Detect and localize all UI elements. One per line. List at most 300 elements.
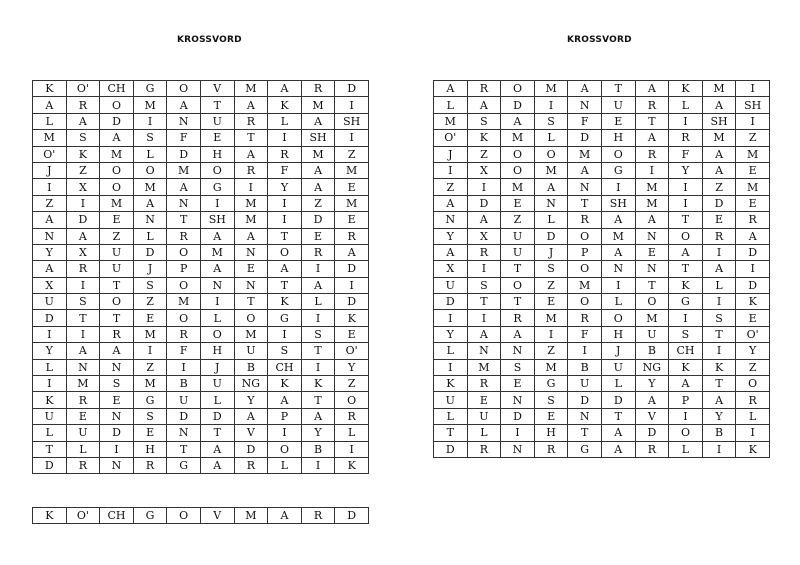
grid-cell: K [434, 376, 468, 392]
grid-cell: A [434, 81, 468, 97]
grid-cell: N [234, 277, 268, 293]
grid-cell: Z [301, 195, 335, 211]
grid-cell: D [434, 294, 468, 310]
grid-cell: O [200, 326, 234, 342]
left-grid-row [33, 228, 369, 244]
grid-cell: Z [534, 277, 568, 293]
grid-cell: R [66, 392, 100, 408]
grid-cell: L [66, 441, 100, 457]
grid-cell: S [467, 113, 501, 129]
grid-cell: D [167, 408, 201, 424]
grid-cell: U [568, 376, 602, 392]
grid-cell: I [100, 441, 134, 457]
grid-cell: D [100, 425, 134, 441]
right-grid-row [434, 228, 770, 244]
grid-cell: G [167, 457, 201, 473]
grid-cell: Z [467, 146, 501, 162]
grid-cell: M [335, 195, 369, 211]
grid-cell: E [702, 212, 736, 228]
left-grid-row [33, 408, 369, 424]
grid-cell: T [268, 277, 302, 293]
grid-cell: M [501, 179, 535, 195]
grid-cell: K [268, 294, 302, 310]
grid-cell: D [100, 113, 134, 129]
grid-cell: Z [133, 359, 167, 375]
grid-cell: O [501, 162, 535, 178]
grid-cell: D [736, 244, 770, 260]
grid-cell: O [669, 228, 703, 244]
grid-cell: I [335, 441, 369, 457]
grid-cell: I [301, 457, 335, 473]
grid-cell: V [635, 408, 669, 424]
grid-cell: K [669, 277, 703, 293]
grid-cell: Z [66, 162, 100, 178]
grid-cell: O [601, 146, 635, 162]
left-grid-row [33, 457, 369, 473]
grid-cell: H [200, 343, 234, 359]
grid-cell: M [200, 244, 234, 260]
grid-cell: M [234, 326, 268, 342]
grid-cell: O [167, 277, 201, 293]
grid-cell: O [200, 162, 234, 178]
grid-cell: E [534, 294, 568, 310]
left-grid-row [33, 326, 369, 342]
grid-cell: A [434, 195, 468, 211]
grid-cell: U [601, 359, 635, 375]
grid-cell: M [568, 277, 602, 293]
grid-cell: M [635, 179, 669, 195]
grid-cell: E [736, 162, 770, 178]
left-grid-row [33, 261, 369, 277]
grid-cell: M [467, 359, 501, 375]
grid-cell: I [33, 326, 67, 342]
grid-cell: SH [301, 130, 335, 146]
grid-cell: L [669, 97, 703, 113]
grid-cell: I [736, 113, 770, 129]
grid-cell: M [534, 310, 568, 326]
answer-strip-row [33, 508, 369, 524]
grid-cell: K [669, 81, 703, 97]
grid-cell: K [736, 441, 770, 457]
grid-cell: I [702, 294, 736, 310]
grid-cell: Y [335, 359, 369, 375]
grid-cell: Y [669, 162, 703, 178]
grid-cell: A [301, 408, 335, 424]
grid-cell: F [268, 162, 302, 178]
grid-cell: U [501, 244, 535, 260]
grid-cell: A [601, 212, 635, 228]
grid-cell: D [335, 81, 369, 97]
grid-cell: F [167, 343, 201, 359]
grid-cell: A [301, 179, 335, 195]
grid-cell: I [601, 179, 635, 195]
grid-cell: I [635, 162, 669, 178]
grid-cell: X [66, 244, 100, 260]
grid-cell: R [335, 408, 369, 424]
grid-cell: H [601, 326, 635, 342]
left-grid-row [33, 162, 369, 178]
grid-cell: SH [200, 212, 234, 228]
grid-cell: N [234, 244, 268, 260]
grid-cell: A [268, 261, 302, 277]
grid-cell: L [301, 294, 335, 310]
grid-cell: T [234, 294, 268, 310]
left-letter-grid [32, 80, 369, 474]
grid-cell: L [434, 343, 468, 359]
grid-cell: O [635, 294, 669, 310]
grid-cell: I [702, 441, 736, 457]
grid-cell: S [702, 310, 736, 326]
grid-cell: N [167, 195, 201, 211]
grid-cell: L [434, 408, 468, 424]
grid-cell: A [467, 97, 501, 113]
grid-cell: R [268, 146, 302, 162]
grid-cell: D [33, 310, 67, 326]
grid-cell: H [133, 441, 167, 457]
grid-cell: K [669, 359, 703, 375]
grid-cell: O [501, 277, 535, 293]
grid-cell: L [133, 228, 167, 244]
grid-cell: S [501, 359, 535, 375]
grid-cell: A [467, 326, 501, 342]
grid-cell: O [568, 261, 602, 277]
grid-cell: Z [33, 195, 67, 211]
grid-cell: A [434, 244, 468, 260]
left-grid-row [33, 392, 369, 408]
grid-cell: X [467, 228, 501, 244]
grid-cell: D [200, 408, 234, 424]
left-grid-row [33, 212, 369, 228]
grid-cell: L [200, 392, 234, 408]
answer-cell: O' [66, 508, 100, 524]
grid-cell: T [601, 408, 635, 424]
grid-cell: U [234, 343, 268, 359]
grid-cell: A [301, 162, 335, 178]
grid-cell: NG [635, 359, 669, 375]
grid-cell: I [268, 326, 302, 342]
grid-cell: A [568, 162, 602, 178]
grid-cell: A [167, 97, 201, 113]
grid-cell: R [635, 441, 669, 457]
grid-cell: D [568, 392, 602, 408]
left-grid-row [33, 130, 369, 146]
grid-cell: N [133, 212, 167, 228]
grid-cell: O [100, 294, 134, 310]
grid-cell: U [200, 113, 234, 129]
grid-cell: O [100, 97, 134, 113]
left-grid-row [33, 441, 369, 457]
grid-cell: K [268, 376, 302, 392]
grid-cell: T [702, 326, 736, 342]
grid-cell: M [100, 146, 134, 162]
grid-cell: A [167, 179, 201, 195]
answer-strip [32, 507, 369, 524]
grid-cell: T [200, 97, 234, 113]
right-grid-row [434, 81, 770, 97]
grid-cell: E [200, 130, 234, 146]
grid-cell: I [66, 277, 100, 293]
right-grid-row [434, 310, 770, 326]
grid-cell: K [301, 376, 335, 392]
answer-cell: O [167, 508, 201, 524]
grid-cell: G [268, 310, 302, 326]
grid-cell: N [66, 359, 100, 375]
grid-cell: S [100, 376, 134, 392]
left-grid-row [33, 81, 369, 97]
grid-cell: O [167, 244, 201, 260]
grid-cell: R [301, 244, 335, 260]
grid-cell: A [534, 179, 568, 195]
left-grid-row [33, 113, 369, 129]
grid-cell: Z [100, 228, 134, 244]
right-grid-row [434, 376, 770, 392]
grid-cell: U [635, 326, 669, 342]
grid-cell: R [467, 376, 501, 392]
grid-cell: D [335, 261, 369, 277]
grid-cell: E [100, 212, 134, 228]
grid-cell: I [335, 130, 369, 146]
grid-cell: B [167, 376, 201, 392]
grid-cell: I [268, 212, 302, 228]
grid-cell: A [100, 130, 134, 146]
grid-cell: N [200, 277, 234, 293]
grid-cell: L [268, 113, 302, 129]
grid-cell: M [234, 81, 268, 97]
grid-cell: I [467, 261, 501, 277]
grid-cell: L [702, 277, 736, 293]
grid-cell: A [66, 343, 100, 359]
grid-cell: E [335, 179, 369, 195]
grid-cell: R [534, 441, 568, 457]
grid-cell: J [601, 343, 635, 359]
grid-cell: Y [33, 244, 67, 260]
answer-cell: D [335, 508, 369, 524]
grid-cell: R [568, 212, 602, 228]
right-grid-row [434, 343, 770, 359]
grid-cell: A [501, 326, 535, 342]
grid-cell: A [635, 130, 669, 146]
grid-cell: M [635, 310, 669, 326]
grid-cell: O [501, 81, 535, 97]
left-grid-row [33, 195, 369, 211]
grid-cell: O [736, 376, 770, 392]
grid-cell: D [467, 195, 501, 211]
grid-cell: M [736, 146, 770, 162]
grid-cell: O [568, 228, 602, 244]
grid-cell: D [66, 212, 100, 228]
grid-cell: A [501, 113, 535, 129]
grid-cell: E [467, 392, 501, 408]
grid-cell: N [501, 441, 535, 457]
grid-cell: Z [335, 376, 369, 392]
grid-cell: I [702, 343, 736, 359]
left-grid-row [33, 294, 369, 310]
grid-cell: A [702, 392, 736, 408]
grid-cell: R [669, 130, 703, 146]
grid-cell: U [601, 97, 635, 113]
grid-cell: I [33, 376, 67, 392]
grid-cell: K [66, 146, 100, 162]
grid-cell: I [669, 310, 703, 326]
grid-cell: X [66, 179, 100, 195]
grid-cell: T [100, 277, 134, 293]
grid-cell: A [467, 212, 501, 228]
grid-cell: J [434, 146, 468, 162]
grid-cell: R [234, 162, 268, 178]
grid-cell: I [268, 130, 302, 146]
grid-cell: N [568, 179, 602, 195]
grid-cell: A [301, 113, 335, 129]
left-puzzle-title: KROSSVORD [177, 35, 242, 45]
grid-cell: I [736, 81, 770, 97]
grid-cell: R [467, 81, 501, 97]
grid-cell: Y [268, 179, 302, 195]
grid-cell: I [702, 244, 736, 260]
grid-cell: A [100, 343, 134, 359]
grid-cell: A [268, 392, 302, 408]
grid-cell: Y [736, 343, 770, 359]
grid-cell: J [133, 261, 167, 277]
grid-cell: I [534, 97, 568, 113]
grid-cell: T [635, 277, 669, 293]
grid-cell: M [66, 376, 100, 392]
left-grid-row [33, 97, 369, 113]
grid-cell: A [234, 408, 268, 424]
grid-cell: A [601, 441, 635, 457]
grid-cell: A [601, 425, 635, 441]
grid-cell: D [568, 130, 602, 146]
grid-cell: G [669, 294, 703, 310]
grid-cell: M [736, 179, 770, 195]
grid-cell: O [167, 310, 201, 326]
grid-cell: A [669, 244, 703, 260]
right-grid-row [434, 212, 770, 228]
grid-cell: G [534, 376, 568, 392]
right-grid-row [434, 162, 770, 178]
grid-cell: K [33, 81, 67, 97]
grid-cell: D [501, 408, 535, 424]
grid-cell: L [200, 310, 234, 326]
grid-cell: A [234, 97, 268, 113]
grid-cell: O [268, 244, 302, 260]
grid-cell: S [534, 113, 568, 129]
grid-cell: M [301, 146, 335, 162]
grid-cell: T [669, 212, 703, 228]
grid-cell: T [568, 425, 602, 441]
answer-cell: G [133, 508, 167, 524]
grid-cell: T [268, 228, 302, 244]
answer-cell: M [234, 508, 268, 524]
grid-cell: M [234, 195, 268, 211]
grid-cell: I [601, 277, 635, 293]
grid-cell: K [736, 294, 770, 310]
grid-cell: U [434, 392, 468, 408]
grid-cell: S [133, 277, 167, 293]
answer-cell: A [268, 508, 302, 524]
grid-cell: M [301, 97, 335, 113]
grid-cell: I [66, 195, 100, 211]
grid-cell: L [736, 408, 770, 424]
grid-cell: F [167, 130, 201, 146]
grid-cell: M [33, 130, 67, 146]
right-grid-row [434, 130, 770, 146]
grid-cell: O' [434, 130, 468, 146]
left-grid-row [33, 343, 369, 359]
grid-cell: O' [66, 81, 100, 97]
grid-cell: A [702, 97, 736, 113]
grid-cell: S [534, 392, 568, 408]
right-grid-row [434, 441, 770, 457]
grid-cell: T [301, 392, 335, 408]
right-grid-row [434, 97, 770, 113]
grid-cell: A [200, 228, 234, 244]
grid-cell: CH [100, 81, 134, 97]
grid-cell: N [100, 359, 134, 375]
grid-cell: N [33, 228, 67, 244]
grid-cell: O [669, 425, 703, 441]
answer-cell: CH [100, 508, 134, 524]
grid-cell: A [200, 441, 234, 457]
grid-cell: Y [33, 343, 67, 359]
grid-cell: I [133, 343, 167, 359]
grid-cell: N [568, 97, 602, 113]
answer-cell: K [33, 508, 67, 524]
grid-cell: M [534, 162, 568, 178]
grid-cell: A [33, 97, 67, 113]
right-grid-row [434, 326, 770, 342]
grid-cell: Y [301, 425, 335, 441]
grid-cell: E [66, 408, 100, 424]
grid-cell: A [133, 195, 167, 211]
grid-cell: V [200, 81, 234, 97]
grid-cell: I [167, 359, 201, 375]
grid-cell: R [100, 326, 134, 342]
grid-cell: R [133, 457, 167, 473]
grid-cell: J [33, 162, 67, 178]
right-grid-row [434, 146, 770, 162]
grid-cell: R [167, 228, 201, 244]
grid-cell: A [702, 261, 736, 277]
grid-cell: R [635, 146, 669, 162]
grid-cell: A [635, 212, 669, 228]
grid-cell: I [434, 359, 468, 375]
grid-cell: T [100, 310, 134, 326]
grid-cell: M [635, 195, 669, 211]
grid-cell: M [133, 326, 167, 342]
grid-cell: L [33, 113, 67, 129]
grid-cell: A [568, 81, 602, 97]
grid-cell: T [66, 310, 100, 326]
grid-cell: Z [335, 146, 369, 162]
left-grid-row [33, 359, 369, 375]
grid-cell: I [301, 310, 335, 326]
grid-cell: R [635, 97, 669, 113]
grid-cell: N [568, 408, 602, 424]
grid-cell: A [200, 457, 234, 473]
grid-cell: O [534, 146, 568, 162]
grid-cell: M [501, 130, 535, 146]
left-grid-row [33, 425, 369, 441]
grid-cell: R [467, 441, 501, 457]
grid-cell: R [234, 113, 268, 129]
grid-cell: O [335, 392, 369, 408]
grid-cell: E [335, 212, 369, 228]
grid-cell: N [601, 261, 635, 277]
grid-cell: E [100, 392, 134, 408]
grid-cell: T [601, 81, 635, 97]
grid-cell: D [501, 97, 535, 113]
grid-cell: N [100, 457, 134, 473]
